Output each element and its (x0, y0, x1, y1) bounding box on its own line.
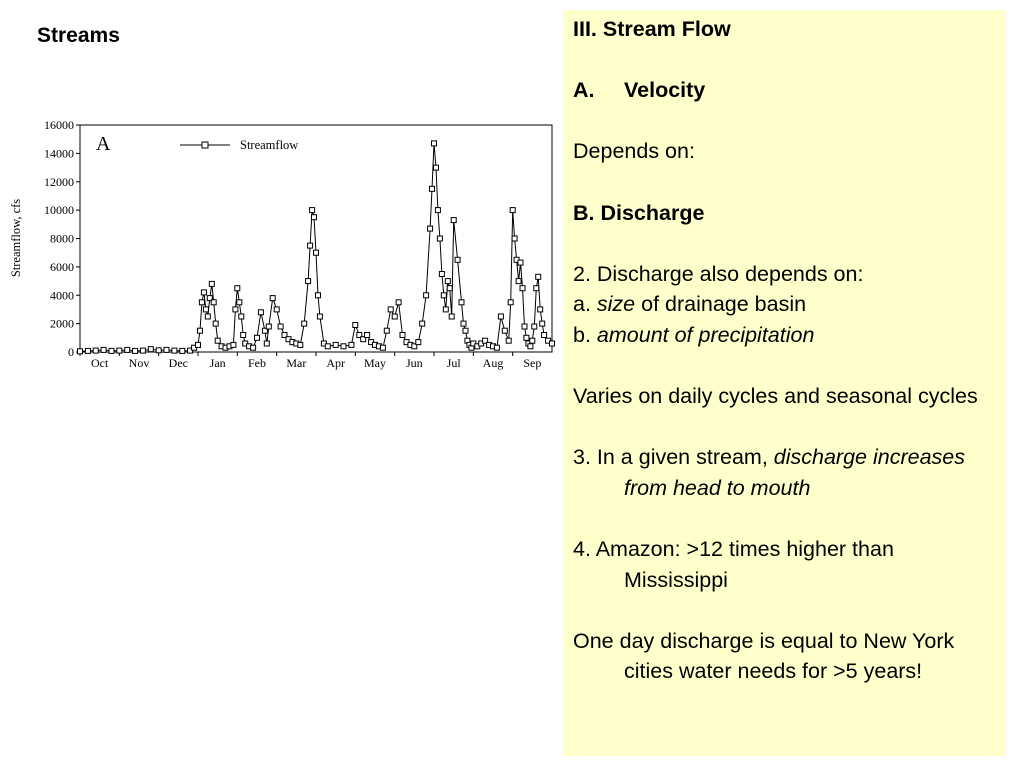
data-point (502, 328, 507, 333)
data-point (198, 328, 203, 333)
data-point (498, 314, 503, 319)
y-tick-label: 0 (68, 345, 74, 359)
data-point (530, 338, 535, 343)
data-point (251, 345, 256, 350)
data-point (199, 300, 204, 305)
data-point (209, 281, 214, 286)
data-point (316, 293, 321, 298)
one-day-text: One day discharge is equal to New York cities water needs for >5 years! (573, 628, 955, 684)
data-point (85, 348, 90, 353)
data-point (215, 338, 220, 343)
spacer (573, 167, 996, 198)
data-point (201, 290, 206, 295)
data-point (140, 348, 145, 353)
x-tick-label: Jul (446, 356, 461, 370)
data-point (528, 344, 533, 349)
data-point (302, 321, 307, 326)
panel-label: A (96, 133, 111, 155)
data-point (233, 307, 238, 312)
point-3-prefix: 3. In a given stream, (573, 445, 774, 470)
data-point (392, 314, 397, 319)
x-tick-label: Jun (405, 356, 423, 370)
data-point (420, 321, 425, 326)
data-point (538, 307, 543, 312)
data-point (172, 348, 177, 353)
data-point (258, 310, 263, 315)
data-point (512, 236, 517, 241)
x-tick-label: Mar (286, 356, 307, 370)
data-point (432, 141, 437, 146)
data-point (536, 274, 541, 279)
spacer (573, 45, 996, 76)
x-tick-label: Feb (248, 356, 266, 370)
data-point (298, 342, 303, 347)
discharge-heading: B. Discharge (573, 200, 705, 225)
x-tick-label: Jan (209, 356, 226, 370)
data-point (510, 208, 515, 213)
data-point (380, 345, 385, 350)
data-point (278, 324, 283, 329)
data-point (508, 300, 513, 305)
point-2a-emphasis: size (596, 292, 636, 317)
data-point (459, 300, 464, 305)
data-point (310, 208, 315, 213)
data-point (451, 218, 456, 223)
data-point (416, 340, 421, 345)
point-2b-prefix: b. (573, 322, 597, 347)
data-point (443, 307, 448, 312)
data-point (400, 333, 405, 338)
data-point (550, 341, 555, 346)
point-3 (573, 442, 996, 503)
data-point (516, 279, 521, 284)
x-axis-ticks (80, 352, 541, 370)
data-point (312, 215, 317, 220)
data-point (325, 344, 330, 349)
velocity-text: Velocity (624, 78, 706, 103)
data-point (235, 286, 240, 291)
x-tick-label: Nov (128, 356, 150, 370)
depends-on-text: Depends on: (573, 139, 695, 164)
data-point (314, 250, 319, 255)
legend-marker (202, 142, 208, 148)
data-point (196, 342, 201, 347)
data-point (341, 344, 346, 349)
data-point (164, 347, 169, 352)
velocity-heading (573, 75, 996, 106)
data-point (463, 328, 468, 333)
data-point (117, 348, 122, 353)
spacer (573, 504, 996, 535)
data-point (445, 279, 450, 284)
data-point (211, 300, 216, 305)
data-point (109, 348, 114, 353)
notes-panel (563, 10, 1006, 756)
data-point (306, 279, 311, 284)
data-point (532, 324, 537, 329)
y-axis-label: Streamflow, cfs (9, 198, 23, 278)
data-point (494, 345, 499, 350)
data-point (239, 314, 244, 319)
data-point (274, 307, 279, 312)
spacer (573, 412, 996, 443)
data-point (365, 333, 370, 338)
data-point (148, 347, 153, 352)
data-point (520, 286, 525, 291)
streamflow-chart-svg (0, 110, 560, 380)
data-point (78, 349, 83, 354)
data-point (125, 347, 130, 352)
data-point (213, 321, 218, 326)
y-tick-label: 16000 (44, 118, 74, 132)
point-2a-rest: of drainage basin (635, 292, 807, 317)
data-point (506, 338, 511, 343)
point-4-text: 4. Amazon: >12 times higher than Mississippi (573, 537, 894, 592)
data-point (384, 328, 389, 333)
data-point (461, 321, 466, 326)
data-point (266, 324, 271, 329)
data-point (542, 333, 547, 338)
point-2a-prefix: a. (573, 292, 597, 317)
point-2b-emphasis: amount of precipitation (596, 322, 815, 347)
data-point (434, 165, 439, 170)
data-point (439, 272, 444, 277)
y-tick-label: 10000 (44, 203, 74, 218)
data-point (435, 208, 440, 213)
data-point (133, 348, 138, 353)
data-point (447, 286, 452, 291)
x-tick-label: May (364, 356, 386, 370)
point-2-text: 2. Discharge also depends on: (573, 261, 864, 286)
data-point (237, 300, 242, 305)
spacer (573, 106, 996, 137)
data-point (241, 333, 246, 338)
data-point (437, 236, 442, 241)
data-point (205, 314, 210, 319)
legend-label: Streamflow (240, 138, 299, 152)
point-2b (573, 320, 996, 351)
spacer (573, 228, 996, 259)
data-point (353, 323, 358, 328)
data-point (349, 342, 354, 347)
data-point (317, 314, 322, 319)
x-tick-label: Aug (482, 356, 504, 370)
data-point (203, 307, 208, 312)
data-point (270, 296, 275, 301)
data-point (534, 286, 539, 291)
x-tick-label: Sep (523, 356, 542, 370)
data-point (308, 243, 313, 248)
data-point (231, 342, 236, 347)
y-tick-label: 2000 (50, 316, 74, 331)
x-tick-label: Dec (168, 356, 188, 370)
y-tick-label: 12000 (44, 174, 74, 189)
x-tick-label: Apr (326, 356, 346, 370)
data-point (180, 348, 185, 353)
data-point (93, 348, 98, 353)
data-point (540, 321, 545, 326)
data-point (333, 342, 338, 347)
data-point (255, 335, 260, 340)
data-point (264, 341, 269, 346)
point-3-emphasis: discharge increases from head to mouth (624, 445, 965, 500)
y-tick-label: 6000 (50, 259, 74, 274)
velocity-letter: A. (573, 78, 595, 103)
data-point (428, 226, 433, 231)
data-point (522, 324, 527, 329)
slide-title: Streams (37, 24, 120, 47)
y-tick-label: 14000 (44, 146, 74, 161)
y-axis-ticks (44, 118, 80, 359)
point-2a (573, 289, 996, 320)
data-point (430, 186, 435, 191)
spacer (573, 595, 996, 626)
y-tick-label: 8000 (50, 231, 74, 246)
data-point (524, 335, 529, 340)
data-point (396, 300, 401, 305)
data-point (156, 348, 161, 353)
varies-text: Varies on daily cycles and seasonal cycles (573, 384, 978, 409)
data-point (449, 314, 454, 319)
data-point (455, 257, 460, 262)
streamflow-chart (0, 110, 560, 380)
plot-frame (80, 125, 552, 352)
data-point (441, 293, 446, 298)
data-point (518, 260, 523, 265)
notes-heading: III. Stream Flow (573, 17, 731, 41)
data-point (388, 307, 393, 312)
data-point (101, 347, 106, 352)
y-tick-label: 4000 (50, 288, 74, 303)
x-tick-label: Oct (91, 356, 109, 370)
spacer (573, 351, 996, 382)
data-point (424, 293, 429, 298)
